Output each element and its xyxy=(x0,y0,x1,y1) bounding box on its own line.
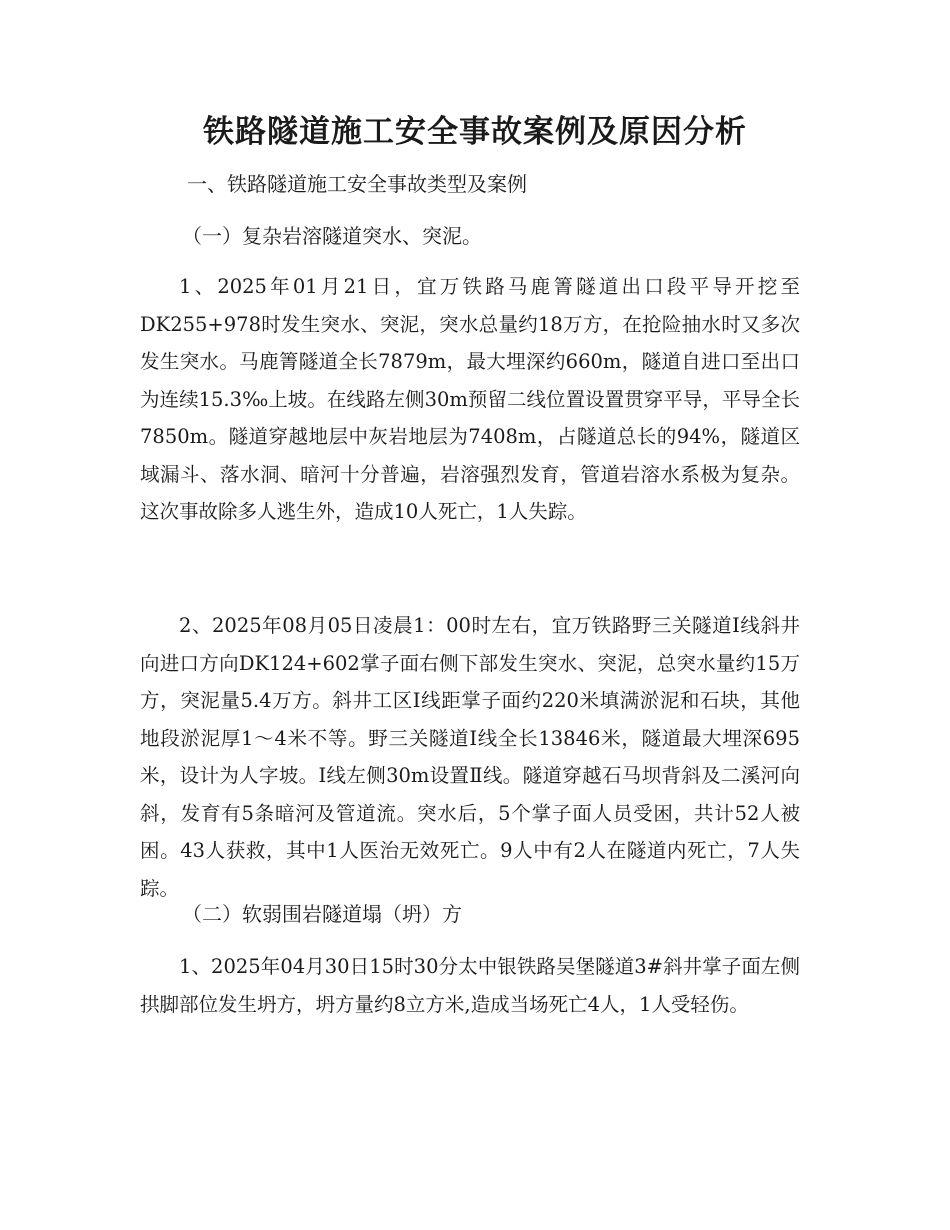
subsection-heading-2: （二）软弱围岩隧道塌（坍）方 xyxy=(182,902,462,926)
paragraph-case-1-2: 2、2025年08月05日凌晨1：00时左右，宜万铁路野三关隧道Ⅰ线斜井向进口方向DK124+602掌子面右侧下部发生突水、突泥，总突水量约15万方，突泥量5.4万方。斜井工区Ⅰ线距掌子面约220米填满淤泥和石块，其他地段淤泥厚1～4米不等。野三关隧道Ⅰ线全长13846米，隧道最大埋深695米，设计为人字坡。Ⅰ线左侧30m设置Ⅱ线。隧道穿越石马坝背斜及二溪河向斜，发育有5条暗河及管道流。突水后，5个掌子面人员受困，共计52人被困。43人获救，其中1人医治无效死亡。9人中有2人在隧道内死亡，7人失踪。 xyxy=(140,614,800,900)
subsection-heading-1: （一）复杂岩溶隧道突水、突泥。 xyxy=(182,224,482,248)
paragraph-case-1-1: 1、2025年01月21日，宜万铁路马鹿箐隧道出口段平导开挖至DK255+978时发生突水、突泥，突水总量约18万方，在抢险抽水时又多次发生突水。马鹿箐隧道全长7879m，最大埋深约660m，隧道自进口至出口为连续15.3‰上坡。在线路左侧30m预留二线位置设置贯穿平导，平导全长7850m。隧道穿越地层中灰岩地层为7408m，占隧道总长的94%，隧道区域漏斗、落水洞、暗河十分普遍，岩溶强烈发育，管道岩溶水系极为复杂。这次事故除多人逃生外，造成10人死亡，1人失踪。 xyxy=(140,275,800,523)
document-title: 铁路隧道施工安全事故案例及原因分析 xyxy=(203,114,747,150)
paragraph-case-2-1: 1、2025年04月30日15时30分太中银铁路吴堡隧道3#斜井掌子面左侧拱脚部位发生坍方，坍方量约8立方米,造成当场死亡4人，1人受轻伤。 xyxy=(140,955,800,1016)
section-heading-1: 一、铁路隧道施工安全事故类型及案例 xyxy=(187,172,527,196)
